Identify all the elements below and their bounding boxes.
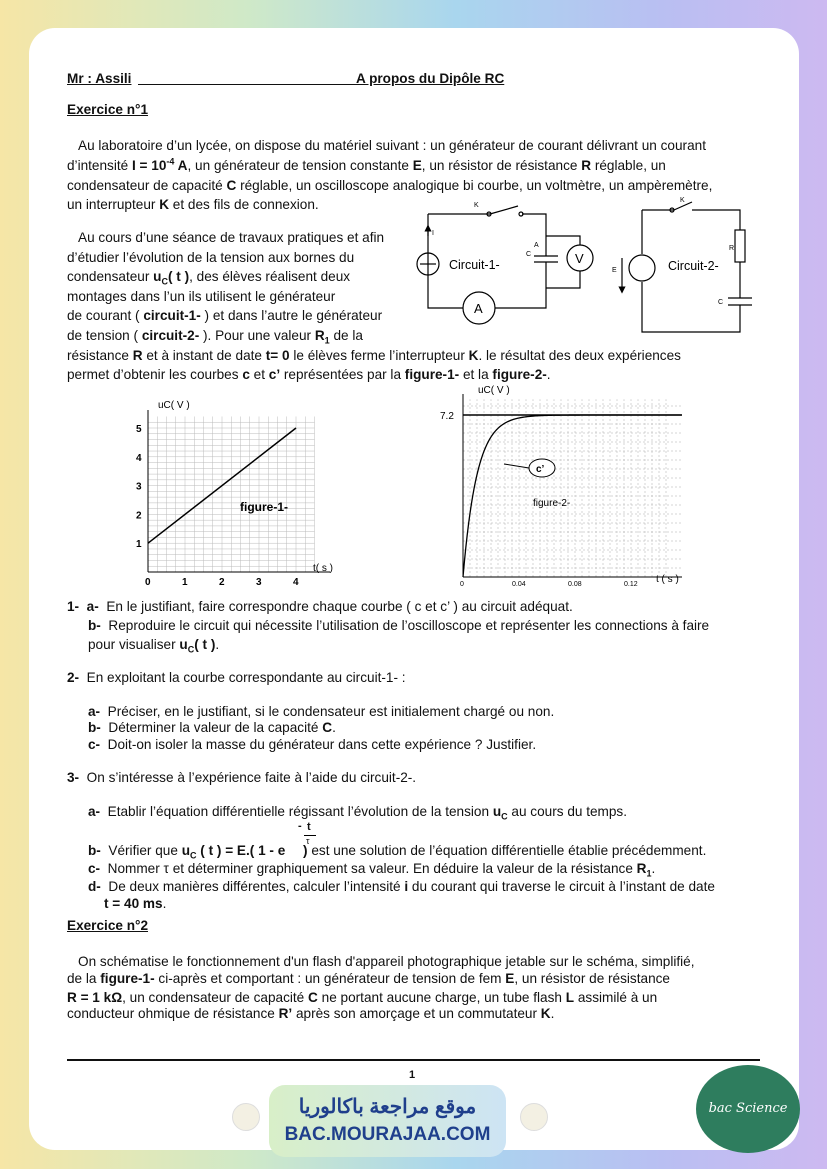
footer-rule: [67, 1059, 760, 1061]
fig2-curve-label: c’: [536, 464, 545, 475]
ex2-line1: On schématise le fonctionnement d'un flash d'appareil photographique jetable sur le schéma, simplifié,: [78, 954, 695, 969]
c1-i-label: I: [432, 230, 434, 237]
fig2-label-pointer: [504, 464, 529, 468]
c2-k-label: K: [680, 197, 685, 204]
c2-r-label: R: [729, 245, 735, 252]
ex1-p2-line8: permet d’obtenir les courbes c et c’ représentées par la figure-1- et la figure-2-.: [67, 367, 551, 382]
fig1-xtick-label: 3: [256, 577, 262, 587]
ex1-p1-line1: Au laboratoire d’un lycée, on dispose du matériel suivant : un générateur de courant délivrant un courant: [78, 138, 706, 153]
fig2-xtick-label: 0.08: [568, 581, 582, 587]
fig1-xtick-label: 2: [219, 577, 225, 587]
fig1-ylabel: uC( V ): [158, 400, 190, 411]
fig2-xtick-label: 0: [460, 581, 464, 587]
q3-a: a- Etablir l’équation différentielle régissant l’évolution de la tension $u_C$ au cours du temps.: [88, 804, 628, 822]
ex1-p1-line3: condensateur de capacité C réglable, un oscilloscope analogique bi courbe, un voltmètre, un ampèremètre,: [67, 178, 713, 193]
ex1-title: Exercice n°1: [67, 102, 149, 117]
fig1-grid: [148, 416, 315, 572]
c1-voltmeter: V: [575, 251, 584, 266]
circuit-1-diagram: [410, 196, 610, 326]
q3-intro: 3- On s’intéresse à l’expérience faite à l’aide du circuit-2-.: [67, 770, 417, 785]
ex2-title: Exercice n°2: [67, 918, 149, 933]
fig1-title: figure-1-: [240, 500, 288, 514]
fig1-ytick-label: 2: [136, 510, 142, 522]
q2-intro: 2- En exploitant la courbe correspondante au circuit-1- :: [67, 670, 406, 685]
q2-a: a- Préciser, en le justifiant, si le condensateur est initialement chargé ou non.: [88, 704, 555, 719]
ex1-p2-line1: Au cours d’une séance de travaux pratiques et afin: [78, 230, 385, 245]
fig2-xlabel: t ( s ): [656, 574, 679, 585]
page-number: 1: [409, 1069, 416, 1081]
fig1-xlabel: t( s ): [313, 563, 333, 574]
q1-a: 1- a- En le justifiant, faire correspondre chaque courbe ( c et c’ ) au circuit adéquat.: [67, 599, 573, 614]
c2-e-label: E: [612, 267, 617, 274]
q3-exp-minus: -: [298, 820, 302, 832]
footer-logo-left: [232, 1103, 260, 1131]
ex2-line2: de la figure-1- ci-après et comportant : un générateur de tension de fem E, un résistor de résistance: [67, 971, 670, 986]
c1-c-label: C: [526, 251, 532, 258]
bac-science-text: bac Science: [708, 1101, 788, 1116]
footer-site-arabic[interactable]: موقع مراجعة باكالوريا: [298, 1096, 477, 1118]
header-title: A propos du Dipôle RC: [356, 71, 505, 86]
fig1-xtick-label: 4: [293, 577, 299, 587]
ex2-line3: R = 1 kΩ, un condensateur de capacité C ne portant aucune charge, un tube flash L assimilé à un: [67, 990, 658, 1005]
fig1-ytick-label: 1: [136, 539, 142, 551]
fig1-ytick-label: 4: [136, 452, 142, 464]
c1-title: Circuit-1-: [449, 258, 500, 272]
fig1-ytick-label: 5: [136, 424, 142, 435]
q3-d-line2: t = 40 ms.: [104, 896, 167, 911]
q1-b-line2: pour visualiser $u_C$( t ).: [88, 637, 220, 655]
fig2-title: figure-2-: [533, 498, 571, 509]
ex1-p2-line5: de courant ( circuit-1- ) et dans l’autre le générateur: [67, 308, 383, 323]
ex1-p2-line6: de tension ( circuit-2- ). Pour une valeur $R_1$ de la: [67, 328, 363, 346]
ex2-line4: conducteur ohmique de résistance R’ après son amorçage et un commutateur K.: [67, 1006, 555, 1021]
ex1-p2-line4: montages dans l’un ils utilisent le générateur: [67, 289, 336, 304]
ex1-p1-line2: d’intensité $I = 10^{-4}$ A, un générateur de tension constante E, un résistor de résistance R réglable, un: [67, 156, 666, 173]
fig2-xtick-label: 0.12: [624, 581, 638, 587]
fig2-ylabel: uC( V ): [478, 385, 510, 396]
figure-1-chart: [130, 395, 350, 587]
ex1-p1-line4: un interrupteur K et des fils de connexion.: [67, 197, 319, 212]
header-rule: [138, 84, 358, 85]
footer-logo-right: [520, 1103, 548, 1131]
fig2-grid: [463, 399, 682, 577]
ex1-p2-line2: d’étudier l’évolution de la tension aux bornes du: [67, 250, 355, 265]
c2-c-label: C: [718, 299, 724, 306]
fig1-xtick-label: 0: [145, 577, 151, 587]
q3-exp-top: t: [307, 821, 311, 833]
figure-2-chart: [420, 382, 710, 587]
q2-c: c- Doit-on isoler la masse du générateur dans cette expérience ? Justifier.: [88, 737, 537, 752]
q3-b: b- Vérifier que $u_C$ ( t ) = E.( 1 - e ) est une solution de l’équation différentielle établie précédemment.: [88, 843, 707, 861]
c1-k-label: K: [474, 202, 479, 209]
ex1-p2-line3: condensateur $u_C$( t ), des élèves réalisent deux: [67, 269, 351, 287]
q3-exp-bottom: τ: [306, 836, 310, 846]
ex1-p2-line7: résistance R et à instant de date t= 0 le élèves ferme l’interrupteur K. le résultat des deux expériences: [67, 348, 681, 363]
c1-ammeter: A: [474, 301, 483, 316]
c1-a-label: A: [534, 242, 539, 249]
header-author: Mr : Assili: [67, 71, 132, 86]
q3-d-line1: d- De deux manières différentes, calculer l’intensité i du courant qui traverse le circuit à l’instant de date: [88, 879, 715, 894]
q3-c: c- Nommer τ et déterminer graphiquement sa valeur. En déduire la valeur de la résistance $R_1$.: [88, 861, 656, 879]
fig2-ytick-label: 7.2: [440, 411, 454, 422]
c2-title: Circuit-2-: [668, 259, 719, 273]
circuit-2-diagram: [612, 190, 777, 340]
fig1-xtick-label: 1: [182, 577, 188, 587]
fig1-ytick-label: 3: [136, 481, 142, 493]
fig2-xtick-label: 0.04: [512, 581, 526, 587]
q1-b-line1: b- Reproduire le circuit qui nécessite l’utilisation de l’oscilloscope et représenter les connections à faire: [88, 618, 710, 633]
footer-site-url[interactable]: BAC.MOURAJAA.COM: [284, 1124, 491, 1145]
q2-b: b- Déterminer la valeur de la capacité C.: [88, 720, 336, 735]
